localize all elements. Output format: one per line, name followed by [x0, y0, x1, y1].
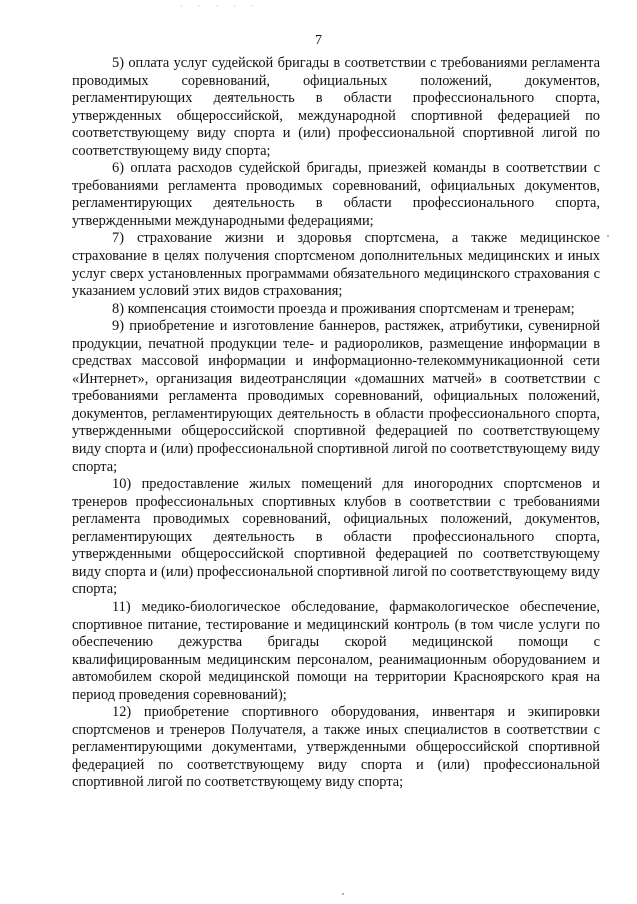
paragraph-item-12: 12) приобретение спортивного оборудования, инвентаря и экипировки спортсменов и тренеров Получателя, а также иных специалистов в соответствии с регламентирующими документами, утвержденными общероссийской спортивной федерацией по соответствующему виду спорта и (или) профессиональной спортивной лигой по соответствующему виду спорта;	[72, 704, 600, 791]
scan-speck	[607, 235, 609, 237]
page-number: 7	[315, 33, 322, 48]
paragraph-item-7: 7) страхование жизни и здоровья спортсмена, а также медицинское страхование в целях получения спортсменом дополнительных медицинских и иных услуг сверх установленных программами обязательного медицинского страхования с указанием условий этих видов страхования;	[72, 230, 600, 300]
scan-speck	[342, 893, 344, 895]
paragraph-item-5: 5) оплата услуг судейской бригады в соответствии с требованиями регламента проводимых соревнований, официальных положений, документов, регламентирующих деятельность в области профессионального спорта, утвержденных общероссийской, международной спортивной федерацией по соответствующему виду спорта и (или) профессиональной спортивной лигой по соответствующему виду спорта;	[72, 55, 600, 159]
paragraph-item-11: 11) медико-биологическое обследование, фармакологическое обеспечение, спортивное питание, тестирование и медицинский контроль (в том числе услуги по обеспечению дежурства бригады скорой медицинской помощи с квалифицированным медицинским персоналом, реанимационным оборудованием и автомобилем скорой медицинской помощи на территории Красноярского края на период проведения соревнований);	[72, 598, 600, 703]
scan-artifact-marks: · · · · ·	[180, 2, 260, 12]
paragraph-item-9: 9) приобретение и изготовление баннеров, растяжек, атрибутики, сувенирной продукции, печатной продукции теле- и радиороликов, размещение информации в средствах массовой информации и информационно-телекоммуникационной сети «Интернет», организация видеотрансляции «домашних матчей» в соответствии с требованиями регламента проводимых соревнований, официальных положений, документов, регламентирующих деятельность в области профессионального спорта, утвержденными общероссийской спортивной федерацией по соответствующему виду спорта и (или) профессиональной спортивной лигой по соответствующему виду спорта;	[72, 318, 600, 475]
document-body	[72, 55, 600, 792]
paragraph-item-6: 6) оплата расходов судейской бригады, приезжей команды в соответствии с требованиями регламента проводимых соревнований, официальных документов, регламентирующих деятельность в области профессионального спорта, утвержденными международными федерациями;	[72, 160, 600, 229]
paragraph-item-10: 10) предоставление жилых помещений для иногородних спортсменов и тренеров профессиональных спортивных клубов в соответствии с требованиями регламента проводимых соревнований, официальных положений, документов, регламентирующих деятельность в области профессионального спорта, утвержденными общероссийской спортивной федерацией по соответствующему виду спорта и (или) профессиональной спортивной лигой по соответствующему виду спорта;	[72, 476, 600, 598]
paragraph-item-8: 8) компенсация стоимости проезда и проживания спортсменам и тренерам;	[112, 300, 575, 317]
